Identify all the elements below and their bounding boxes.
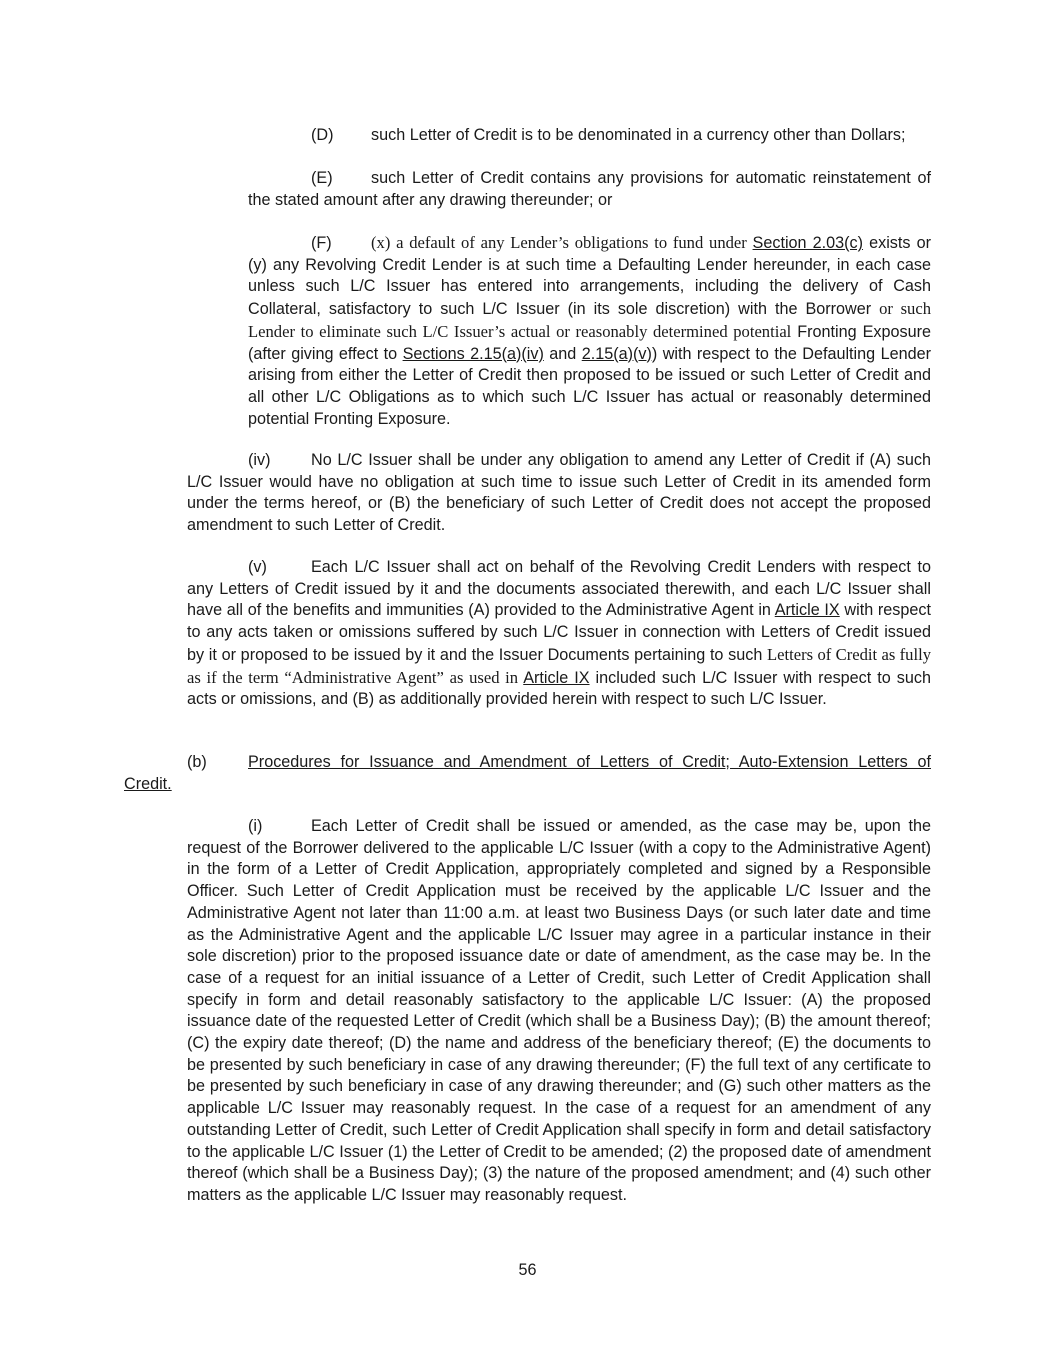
clause-f-text-5: and: [543, 344, 582, 363]
clause-e: [248, 168, 931, 211]
clause-i: [187, 816, 931, 1207]
article-ix-link-1[interactable]: Article IX: [774, 601, 840, 620]
section-b-title-line-2: Credit.: [124, 775, 172, 793]
clause-f-label: (F): [311, 234, 332, 252]
clause-f-text-4: Fronting Exposure (after giving effect to: [248, 322, 931, 363]
sections-2-15-a-iv-link[interactable]: Sections 2.15(a)(iv): [402, 344, 544, 363]
clause-iv-text: No L/C Issuer shall be under any obligation to amend any Letter of Credit if (A) such L/C Issuer would have no obligation at such time to issue such Letter of Credit in its amended form under the terms hereof, or (B) the beneficiary of such Letter of Credit does not accept the proposed amendment to such Letter of Credit.: [187, 451, 931, 535]
clause-d-label: (D): [311, 126, 334, 144]
clause-iv-label: (iv): [248, 451, 271, 469]
clause-i-label: (i): [248, 817, 263, 835]
clause-v-text-3: Letters of Credit as fully as if the term “Administrative Agent” as used in: [187, 644, 931, 687]
section-b-label: (b): [187, 753, 207, 771]
clause-v-text-1: Each L/C Issuer shall act on behalf of the Revolving Credit Lenders with respect to any Letters of Credit issued by it and the documents associated therewith, and each L/C Issuer shall have all of the benefits and immunities (A) provided to the Administrative Agent in: [187, 558, 931, 620]
article-ix-link-2[interactable]: Article IX: [523, 668, 590, 687]
clause-f-text-2: exists or (y) any Revolving Credit Lender is at such time a Defaulting Lender hereunder, in each case unless such L/C Issuer has entered into arrangements, including the delivery of Cash Collateral, satisfactory to such L/C Issuer (in its sole discretion) with the Borrower: [248, 234, 931, 319]
clause-f: [248, 232, 931, 430]
section-2-15-a-v-link[interactable]: 2.15(a)(v): [581, 344, 652, 363]
clause-e-text: such Letter of Credit contains any provisions for automatic reinstatement of the stated amount after any drawing thereunder; or: [248, 169, 931, 209]
clause-f-text-3: or such Lender to eliminate such L/C Issuer’s actual or reasonably determined potential: [248, 299, 931, 341]
section-b-title-line-1: Procedures for Issuance and Amendment of Letters of Credit; Auto-Extension Letters of: [248, 753, 931, 771]
clause-d-text: such Letter of Credit is to be denominated in a currency other than Dollars;: [371, 126, 906, 144]
clause-v-text-2: with respect to any acts taken or omissions suffered by such L/C Issuer in connection with Letters of Credit issued by it or proposed to be issued by it and the Issuer Documents pertaining to such: [187, 601, 931, 664]
clause-iv: [187, 450, 931, 537]
clause-e-label: (E): [311, 169, 333, 187]
clause-i-text: Each Letter of Credit shall be issued or amended, as the case may be, upon the request of the Borrower delivered to the applicable L/C Issuer (with a copy to the Administrative Agent) in the form of a Letter of Credit Application, appropriately completed and signed by a Responsible Officer. Such Letter of Credit Application must be received by the applicable L/C Issuer and the Administrative Agent not later than 11:00 a.m. at least two Business Days (or such later date and time as the Administrative Agent and the applicable L/C Issuer may agree in a particular instance in their sole discretion) prior to the proposed issuance date or date of amendment, as the case may be. In the case of a request for an initial issuance of a Letter of Credit, such Letter of Credit Application shall specify in form and detail reasonably satisfactory to the applicable L/C Issuer: (A) the proposed issuance date of the requested Letter of Credit (which shall be a Business Day); (B) the amount thereof; (C) the expiry date thereof; (D) the name and address of the beneficiary thereof; (E) the documents to be presented by such beneficiary in case of any drawing thereunder; (F) the full text of any certificate to be presented by such beneficiary in case of any drawing thereunder; and (G) such other matters as the applicable L/C Issuer may reasonably request. In the case of a request for an amendment of any outstanding Letter of Credit, such Letter of Credit Application shall specify in form and detail satisfactory to the applicable L/C Issuer (1) the Letter of Credit to be amended; (2) the proposed date of amendment thereof (which shall be a Business Day); (3) the nature of the proposed amendment; and (4) such other matters as the applicable L/C Issuer may reasonably request.: [187, 817, 931, 1204]
clause-v-label: (v): [248, 558, 267, 576]
clause-v-text-4: included such L/C Issuer with respect to such acts or omissions, and (B) as additionally provided herein with respect to such L/C Issuer.: [187, 668, 932, 709]
page-number: 56: [518, 1261, 537, 1279]
clause-f-text-6: ) with respect to the Defaulting Lender arising from either the Letter of Credit then proposed to be issued or such Letter of Credit and all other L/C Obligations as to which such L/C Issuer has actual or reasonably determined potential Fronting Exposure.: [248, 344, 931, 428]
clause-f-text-1: (x) a default of any Lender’s obligations to fund under: [371, 233, 753, 252]
section-2-03c-link[interactable]: Section 2.03(c): [752, 234, 864, 252]
clause-d: [248, 125, 931, 147]
clause-v: [187, 557, 931, 711]
